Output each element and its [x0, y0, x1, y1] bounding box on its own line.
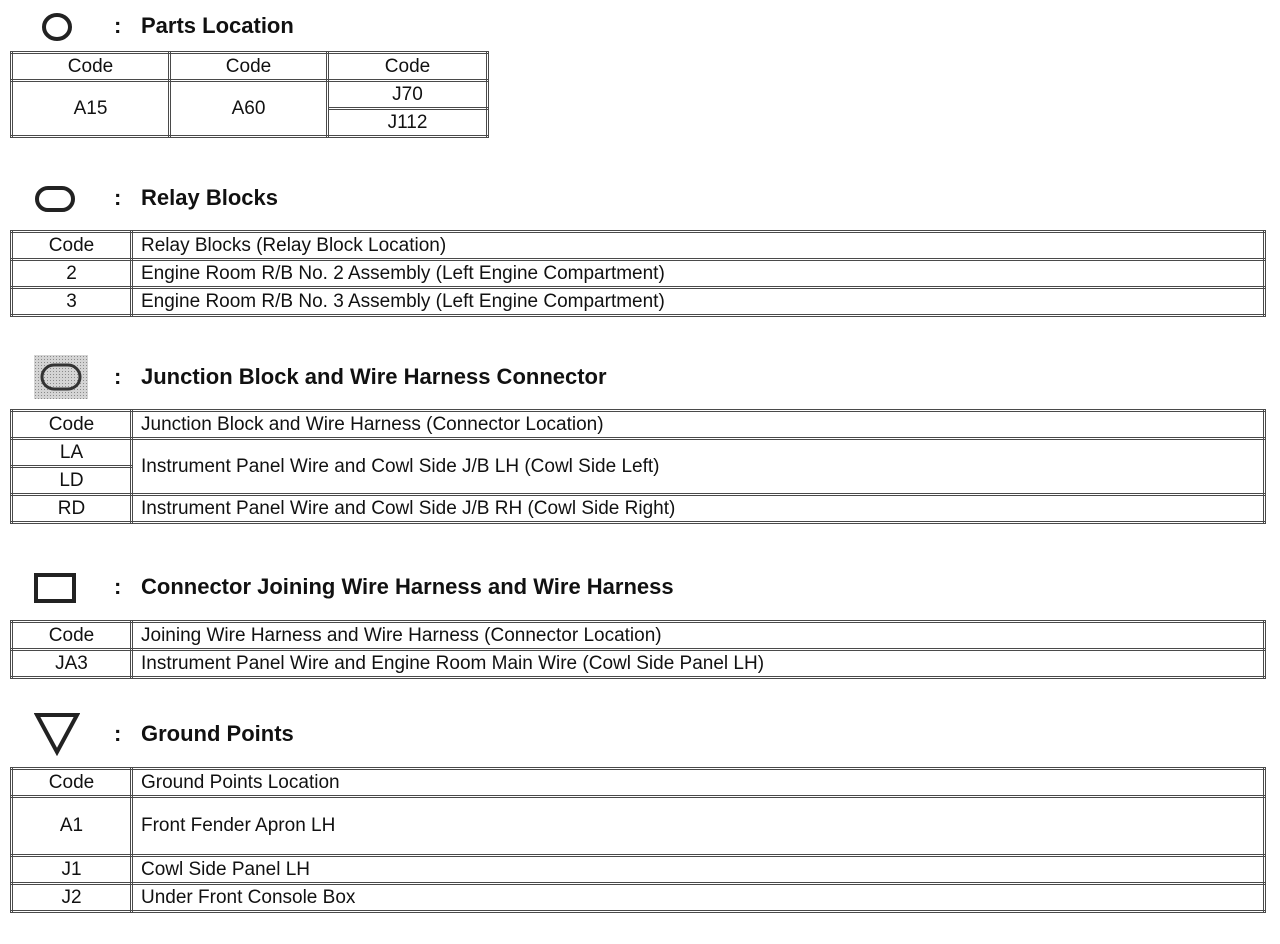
down-triangle-icon	[34, 712, 80, 756]
header-description: Relay Blocks (Relay Block Location)	[132, 232, 1265, 260]
table-row	[12, 884, 1265, 912]
section-title: Connector Joining Wire Harness and Wire Harness	[141, 574, 674, 599]
description-cell: Engine Room R/B No. 3 Assembly (Left Engine Compartment)	[132, 288, 1265, 316]
header-code: Code	[12, 622, 132, 650]
section-title: Parts Location	[141, 13, 294, 38]
code-cell: J2	[12, 884, 132, 912]
table-header-row	[12, 622, 1265, 650]
header-description: Ground Points Location	[132, 769, 1265, 797]
table-row	[12, 856, 1265, 884]
rectangle-icon	[33, 572, 77, 604]
section-title: Ground Points	[141, 721, 294, 746]
colon: :	[114, 721, 122, 746]
code-cell: 3	[12, 288, 132, 316]
description-cell: Engine Room R/B No. 2 Assembly (Left Engine Compartment)	[132, 260, 1265, 288]
description-cell: Instrument Panel Wire and Cowl Side J/B RH (Cowl Side Right)	[132, 495, 1265, 523]
code-cell: JA3	[12, 650, 132, 678]
code-cell: J1	[12, 856, 132, 884]
rounded-rect-icon	[34, 185, 76, 213]
header-code: Code	[12, 769, 132, 797]
header-code: Code	[170, 53, 328, 81]
table-row	[12, 650, 1265, 678]
header-code: Code	[12, 53, 170, 81]
code-cell: A15	[12, 81, 170, 137]
table-header-row	[12, 232, 1265, 260]
table-row	[12, 495, 1265, 523]
code-cell: LD	[12, 467, 132, 495]
code-cell: A60	[170, 81, 328, 137]
colon: :	[114, 574, 122, 599]
section-title: Junction Block and Wire Harness Connector	[141, 364, 607, 389]
relay-blocks-table	[10, 230, 1266, 317]
shaded-rounded-rect-icon	[32, 353, 90, 401]
section-title: Relay Blocks	[141, 185, 278, 210]
colon: :	[114, 13, 122, 38]
code-cell: A1	[12, 797, 132, 856]
table-header-row	[12, 411, 1265, 439]
code-cell: RD	[12, 495, 132, 523]
code-cell: LA	[12, 439, 132, 467]
header-description: Junction Block and Wire Harness (Connector Location)	[132, 411, 1265, 439]
description-cell: Instrument Panel Wire and Engine Room Main Wire (Cowl Side Panel LH)	[132, 650, 1265, 678]
header-code: Code	[328, 53, 488, 81]
circle-icon	[40, 11, 74, 43]
joining-connector-table	[10, 620, 1266, 679]
table-row	[12, 439, 1265, 467]
table-header-row	[12, 53, 488, 81]
header-description: Joining Wire Harness and Wire Harness (Connector Location)	[132, 622, 1265, 650]
table-row	[12, 260, 1265, 288]
code-cell: J112	[328, 109, 488, 137]
header-code: Code	[12, 232, 132, 260]
description-cell: Under Front Console Box	[132, 884, 1265, 912]
table-header-row	[12, 769, 1265, 797]
table-row	[12, 81, 488, 109]
colon: :	[114, 364, 122, 389]
description-cell: Instrument Panel Wire and Cowl Side J/B LH (Cowl Side Left)	[132, 439, 1265, 495]
description-cell: Front Fender Apron LH	[132, 797, 1265, 856]
table-row	[12, 288, 1265, 316]
header-code: Code	[12, 411, 132, 439]
table-row	[12, 797, 1265, 856]
code-cell: J70	[328, 81, 488, 109]
ground-points-table	[10, 767, 1266, 913]
code-cell: 2	[12, 260, 132, 288]
description-cell: Cowl Side Panel LH	[132, 856, 1265, 884]
colon: :	[114, 185, 122, 210]
junction-block-table	[10, 409, 1266, 524]
parts-location-table	[10, 51, 489, 138]
